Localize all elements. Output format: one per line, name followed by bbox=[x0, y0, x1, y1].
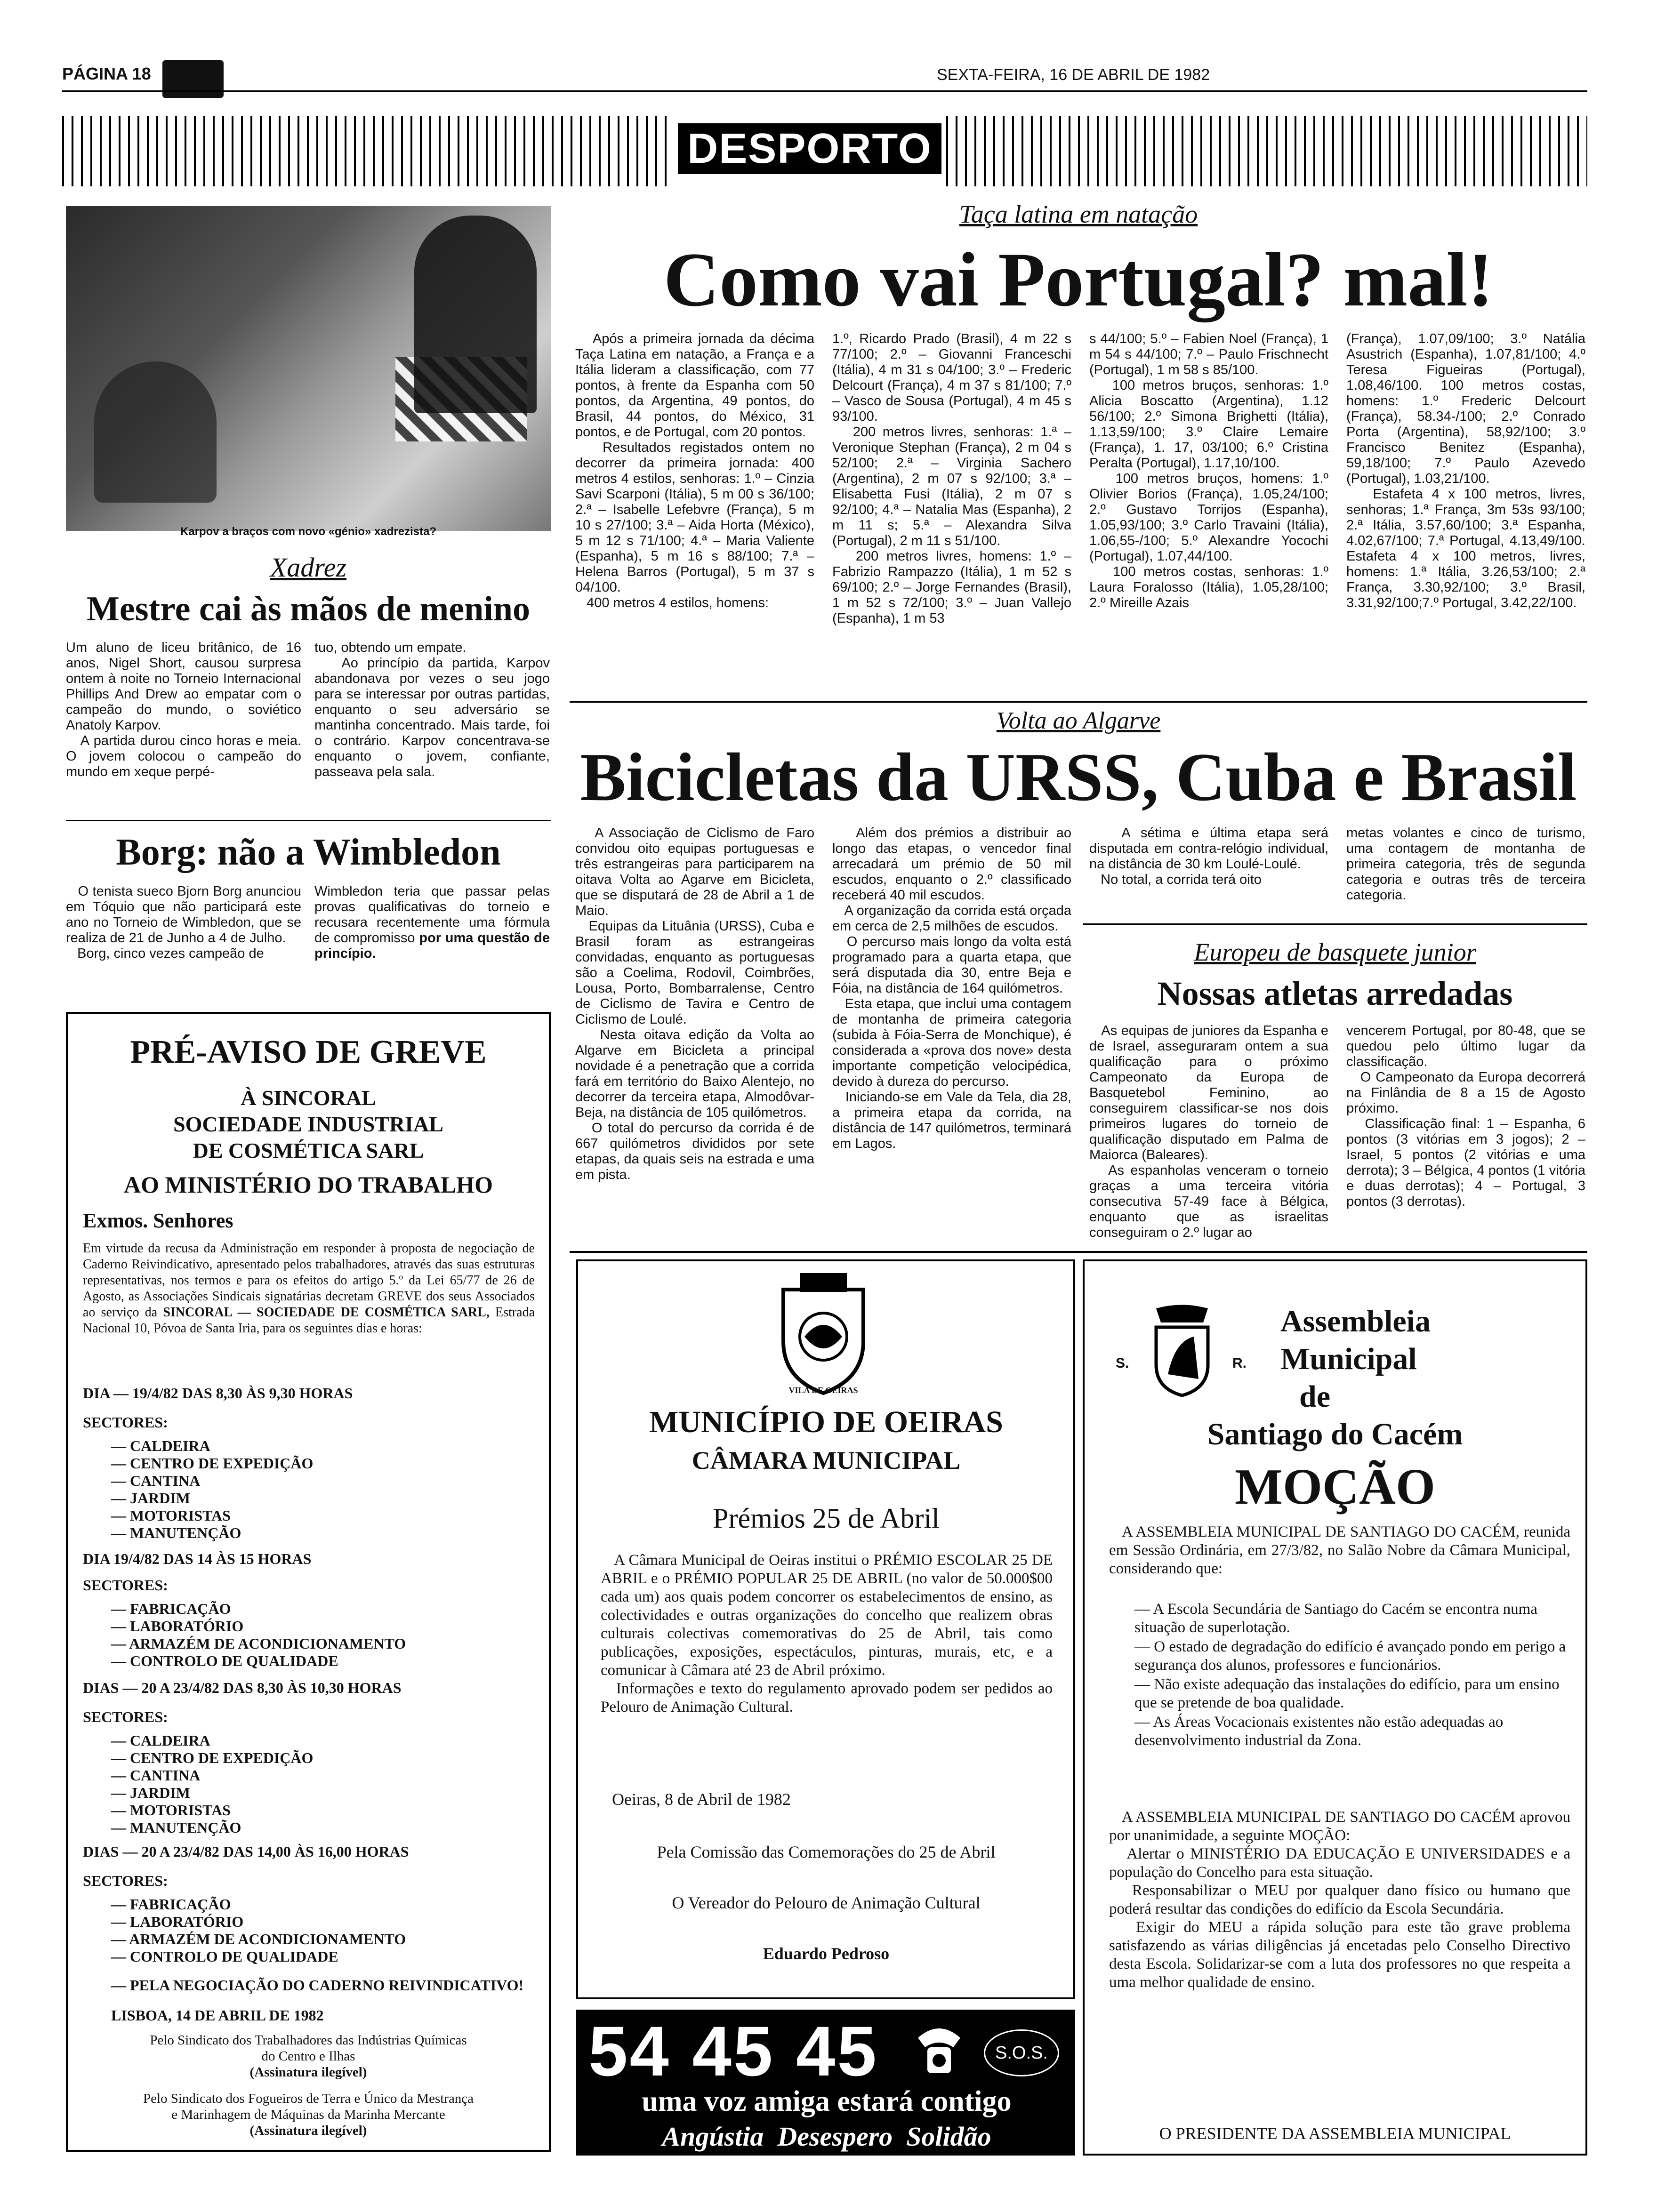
swim-col-2: 1.º, Ricardo Prado (Brasil), 4 m 22 s 77/100; 2.º – Giovanni Franceschi (Itália), 4 m 31 s 04/100; 3.º – Frederic Delcourt (França), 4 m 37 s 81/100; 7.º – Vasco de Sousa (Portugal), 4 m 45 s 93/100. 200 metros livres, senhoras: 1.ª – Veronique Stephan (França), 2 m 04 s 52/100; 2.ª – Virginia Sachero (Argentina), 2 m 07 s 92/100; 3.ª – Elisabetta Fusi (Itália), 2 m 07 s 92/100; 4.ª – Natalia Mas (Espanha), 2 m 11 s; 5.ª – Alexandra Silva (Portugal), 2 m 11 s 51/100. 200 metros livres, homens: 1.º – Fabrizio Rampazzo (Itália), 1 m 52 s 69/100; 2.º – Jorge Fernandes (Brasil), 1 m 52 s 72/100; 3.º – Juan Vallejo (Espanha), 1 m 53 bbox=[832, 331, 1072, 626]
greve-day-3: DIAS — 20 A 23/4/82 DAS 8,30 ÀS 10,30 HORAS bbox=[83, 1679, 402, 1696]
sector-item: — CALDEIRA bbox=[111, 1732, 210, 1749]
algarve-headline: Bicicletas da URSS, Cuba e Brasil bbox=[580, 739, 1577, 815]
chess-headline: Mestre cai às mãos de menino bbox=[87, 590, 530, 628]
sector-item: — CANTINA bbox=[111, 1767, 201, 1784]
lower-rule bbox=[570, 1251, 1587, 1253]
algarve-col-2: Além dos prémios a distribuir ao longo das etapas, o vencedor final arrecadará um prémio de 50 mil escudos, enquanto o 2.º classificado receberá 40 mil escudos. A organização da corrida está orçada em cerca de 2,5 milhões de escudos. O percurso mais longo da volta está programado para a quarta etapa, que será disputada dia 30, entre Beja e Fóia, na distância de 164 quilómetros. Esta etapa, que inclui uma contagem de montanha de primeira categoria (subida à Fóia-Serra de Monchique), é considerada a «prova dos nove» desta importante competição velocipédica, devido à dureza do percurso. Iniciando-se em Vale da Tela, dia 28, a primeira etapa da corrida, na distância de 147 quilómetros, terminará em Lagos. bbox=[832, 825, 1072, 1151]
greve-list-1 bbox=[111, 1437, 313, 1542]
swim-col-1: Após a primeira jornada da décima Taça Latina em natação, a França e a Itália lideram a classificação, com 77 pontos, à frente da Espanha com 50 pontos, da Argentina, 49 pontos, do Brasil, 44 pontos, do México, 31 pontos, e de Portugal, com 20 pontos. Resultados registados ontem no decorrer da primeira jornada: 400 metros 4 estilos, senhoras: 1.º – Cinzia Savi Scarponi (Itália), 5 m 00 s 36/100; 2.ª – Isabelle Lefebvre (França), 5 m 10 s 27/100; 3.ª – Aida Horta (México), 5 m 12 s 71/100; 4.ª – Maria Valiente (Espanha), 5 m 16 s 88/100; 7.ª – Helena Barros (Portugal), 5 m 37 s 04/100. 400 metros 4 estilos, homens: bbox=[575, 331, 814, 610]
greve-sectores-4: SECTORES: bbox=[83, 1872, 168, 1889]
sos-brand: S.O.S. bbox=[984, 2029, 1059, 2076]
oeiras-seal-text: VILA DE OEIRAS bbox=[788, 1386, 858, 1395]
swim-col-3: s 44/100; 5.º – Fabien Noel (França), 1 m 54 s 44/100; 7.º – Paulo Frischnecht (Portugal), 1 m 58 s 85/100. 100 metros bruços, senhoras: 1.º Alicia Boscatto (Argentina), 1.12 56/100; 2.º Simona Brighetti (Itália), 1.13,59/100; 3.º Claire Lemaire (França), 1. 17, 03/100; 6.º Cristina Peralta (Portugal), 1.17,10/100. 100 metros bruços, homens: 1.º Olivier Borios (França), 1.05,24/100; 2.º Gustavo Torrijos (Espanha), 1.05,93/100; 3.º Carlo Travaini (Itália), 1.06,55-/100; 5.º Alexandre Yocochi (Portugal), 1.07,44/100. 100 metros costas, senhoras: 1.º Laura Foralosso (Itália), 1.05,28/100; 2.º Mireille Azais bbox=[1089, 331, 1329, 610]
greve-place: LISBOA, 14 DE ABRIL DE 1982 bbox=[111, 2007, 324, 2024]
sig-line: Pelo Sindicato dos Trabalhadores das Indústrias Químicas bbox=[150, 2033, 467, 2048]
section-band-right bbox=[946, 116, 1587, 186]
cacem-sign: O PRESIDENTE DA ASSEMBLEIA MUNICIPAL bbox=[1159, 2124, 1511, 2143]
sector-item: — CONTROLO DE QUALIDADE bbox=[111, 1948, 338, 1965]
algarve-col-4: metas volantes e cinco de turismo, uma contagem de montanha de primeira categoria, três de segunda categoria e outras três de terceira categoria. bbox=[1346, 825, 1590, 903]
greve-to-2: SOCIEDADE INDUSTRIAL bbox=[173, 1112, 443, 1136]
sector-item: — CONTROLO DE QUALIDADE bbox=[111, 1652, 338, 1669]
greve-list-2 bbox=[111, 1600, 406, 1670]
greve-body-b: SINCORAL — SOCIEDADE DE COSMÉTICA SARL, bbox=[163, 1305, 490, 1320]
sig-line: (Assinatura ilegível) bbox=[249, 2123, 367, 2138]
sector-item: — CALDEIRA bbox=[111, 1437, 210, 1454]
basket-col-1: As equipas de juniores da Espanha e de Israel, asseguraram ontem a sua qualificação para o próximo Campeonato da Europa de Basquetebol Feminino, ao conseguirem classificar-se nos dois primeiros lugares do torneio de qualificação disputado em Palma de Maiorca (Baleares). As espanholas venceram o torneio graças a uma terceira vitória consecutiva 57-49 face à Bélgica, enquanto que as israelitas conseguiram o 2.º lugar ao bbox=[1089, 1023, 1329, 1240]
greve-to-4: AO MINISTÉRIO DO TRABALHO bbox=[124, 1171, 493, 1198]
cacem-point: — As Áreas Vocacionais existentes não estão adequadas ao desenvolvimento industrial da Zona. bbox=[1134, 1714, 1504, 1749]
telephone-icon bbox=[909, 2019, 970, 2080]
sector-item: — FABRICAÇÃO bbox=[111, 1896, 231, 1913]
oeiras-prize: Prémios 25 de Abril bbox=[713, 1503, 940, 1534]
section-band-left bbox=[62, 116, 674, 186]
greve-signature-1 bbox=[71, 2032, 546, 2080]
cacem-title-2: Municipal bbox=[1280, 1342, 1417, 1376]
greve-signature-2 bbox=[71, 2091, 546, 2139]
photo-caption: Karpov a braços com novo «génio» xadrezista? bbox=[180, 525, 437, 538]
greve-day-4: DIAS — 20 A 23/4/82 DAS 14,00 ÀS 16,00 HORAS bbox=[83, 1843, 409, 1860]
sos-tagline: uma voz amiga estará contigo bbox=[642, 2085, 1012, 2117]
sector-item: — ARMAZÉM DE ACONDICIONAMENTO bbox=[111, 1635, 406, 1652]
cacem-title-3: de bbox=[1299, 1379, 1330, 1414]
oeiras-body: A Câmara Municipal de Oeiras institui o PRÉMIO ESCOLAR 25 DE ABRIL e o PRÉMIO POPULAR 25 DE ABRIL (no valor de 50.000$00 cada um) aos quais podem concorrer os estabelecimentos de ensino, as colectividades e outras organizações do concelho que realizem obras culturais colectivas comemorativas do 25 de Abril, tais como publicações, exposições, espectáculos, pinturas, murais, etc, e a comunicar à Câmara até 23 de Abril próximo. Informações e texto do regulamento aprovado podem ser pedidos ao Pelouro de Animação Cultural. bbox=[601, 1552, 1053, 1715]
player-silhouette bbox=[414, 216, 537, 413]
greve-body bbox=[83, 1241, 535, 1337]
sector-item: — MANUTENÇÃO bbox=[111, 1524, 241, 1541]
algarve-kicker: Volta ao Algarve bbox=[996, 707, 1161, 734]
cacem-points bbox=[1134, 1600, 1572, 1750]
sos-words: Angústia Desespero Solidão bbox=[662, 2121, 991, 2152]
sector-item: — CENTRO DE EXPEDIÇÃO bbox=[111, 1749, 314, 1766]
basket-headline: Nossas atletas arredadas bbox=[1157, 975, 1513, 1012]
greve-to-3: DE COSMÉTICA SARL bbox=[193, 1138, 424, 1162]
oeiras-name: Eduardo Pedroso bbox=[763, 1944, 890, 1963]
sector-item: — FABRICAÇÃO bbox=[111, 1600, 231, 1617]
cacem-intro: A ASSEMBLEIA MUNICIPAL DE SANTIAGO DO CACÉM, reunida em Sessão Ordinária, em 27/3/82, no Salão Nobre da Câmara Municipal, considerando que: bbox=[1109, 1523, 1575, 1577]
karpov-photo bbox=[66, 206, 551, 531]
greve-list-4 bbox=[111, 1896, 406, 1965]
borg-col-1: O tenista sueco Bjorn Borg anunciou em Tóquio que não participará este ano no Torneio de Wimbledon, que se realiza de 21 de Junho a 4 de Julho. Borg, cinco vezes campeão de bbox=[66, 884, 302, 961]
chess-kicker: Xadrez bbox=[270, 552, 347, 583]
oeiras-seal-icon bbox=[764, 1271, 882, 1398]
oeiras-title: MUNICÍPIO DE OEIRAS bbox=[649, 1405, 1003, 1439]
sig-line: (Assinatura ilegível) bbox=[249, 2065, 367, 2080]
sector-item: — MANUTENÇÃO bbox=[111, 1819, 241, 1836]
basket-col-2: vencerem Portugal, por 80-48, que se quedou pelo último lugar da classificação. O Campeonato da Europa decorrerá na Finlândia de 8 a 15 de Agosto próximo. Classificação final: 1 – Espanha, 6 pontos (3 vitórias em 3 jogos); 2 – Israel, 5 pontos (2 vitórias e uma derrota); 3 – Bélgica, 4 pontos (1 vitória e duas derrotas); 4 – Portugal, 3 pontos (3 derrotas). bbox=[1346, 1023, 1586, 1209]
oeiras-line-2: O Vereador do Pelouro de Animação Cultural bbox=[672, 1893, 981, 1912]
swim-headline: Como vai Portugal? mal! bbox=[663, 237, 1494, 322]
greve-title: PRÉ-AVISO DE GREVE bbox=[130, 1034, 487, 1070]
basket-kicker: Europeu de basquete junior bbox=[1194, 938, 1476, 966]
greve-list-3 bbox=[111, 1732, 313, 1836]
algarve-rule bbox=[1083, 923, 1587, 925]
borg-headline: Borg: não a Wimbledon bbox=[116, 832, 501, 873]
oeiras-subtitle: CÂMARA MUNICIPAL bbox=[692, 1446, 961, 1475]
oeiras-date: Oeiras, 8 de Abril de 1982 bbox=[612, 1790, 791, 1809]
sig-line: Pelo Sindicato dos Fogueiros de Terra e Único da Mestrança bbox=[143, 2091, 474, 2106]
sector-item: — LABORATÓRIO bbox=[111, 1913, 244, 1930]
sos-phone: 54 45 45 bbox=[588, 2012, 878, 2091]
chess-rule bbox=[66, 820, 551, 821]
cacem-body: A ASSEMBLEIA MUNICIPAL DE SANTIAGO DO CACÉM aprovou por unanimidade, a seguinte MOÇÃO: Alertar o MINISTÉRIO DA EDUCAÇÃO E UNIVERSIDADES e a população do Concelho para esta situação. Responsabilizar o MEU por qualquer dano físico ou humano que poderá resultar das condições do edifício da Escola Secundária. Exigir do MEU a rápida solução para este tão grave problema satisfazendo as várias diligências já encetadas pelo Conselho Directivo desta Escola. Solidarizar-se com a luta dos professores no que respeita a uma melhor qualidade de ensino. bbox=[1109, 1809, 1571, 1991]
sector-item: — CANTINA bbox=[111, 1472, 201, 1489]
algarve-col-1: A Associação de Ciclismo de Faro convidou oito equipas portuguesas e três estrangeiras para participarem na oitava Volta ao Agarve em Bicicleta, que se disputará de 28 de Abril a 1 de Maio. Equipas da Lituânia (URSS), Cuba e Brasil foram as estrangeiras convidadas, enquanto as portuguesas são a Coelima, Rodovil, Coimbrões, Lousa, Porto, Bombarralense, Centro de Ciclismo de Tavira e Centro de Ciclismo de Loulé. Nesta oitava edição da Volta ao Algarve em Bicicleta a principal novidade é a penetração que a corrida fará em território do Baixo Alentejo, no decorrer da terceira etapa, Almodôvar-Beja, na distância de 105 quilómetros. O total do percurso da corrida é de 667 quilómetros divididos por sete etapas, da quais seis na estrada e uma em pista. bbox=[575, 825, 815, 1182]
header-rule bbox=[62, 90, 1587, 92]
section-title: DESPORTO bbox=[687, 125, 932, 172]
cacem-point: — O estado de degradação do edifício é avançado pondo em perigo a segurança dos alunos, professores e funcionários. bbox=[1134, 1638, 1566, 1674]
borg-col-2-text: Wimbledon teria que passar pelas provas qualificativas do torneio e recusara recentemente uma fórmula de compromisso bbox=[314, 884, 554, 946]
greve-day-2: DIA 19/4/82 DAS 14 ÀS 15 HORAS bbox=[83, 1550, 312, 1567]
greve-sectores-2: SECTORES: bbox=[83, 1577, 168, 1594]
cacem-seal-icon bbox=[1147, 1304, 1217, 1398]
cacem-point: — Não existe adequação das instalações do edifício, para um ensino que se pretende de boa qualidade. bbox=[1134, 1676, 1560, 1711]
oeiras-line-1: Pela Comissão das Comemorações do 25 de Abril bbox=[657, 1843, 996, 1861]
sector-item: — MOTORISTAS bbox=[111, 1802, 231, 1819]
sector-item: — LABORATÓRIO bbox=[111, 1618, 244, 1635]
sector-item: — ARMAZÉM DE ACONDICIONAMENTO bbox=[111, 1931, 406, 1948]
swim-col-4: (França), 1.07,09/100; 3.º Natália Asustrich (Espanha), 1.07,81/100; 4.º Teresa Figueiras (Portugal), 1.08,46/100. 100 metros costas, homens: 1.º Frederic Delcourt (França), 58.34-/100; 2.º Conrado Porta (Argentina), 58,92/100; 3.º Francisco Benitez (Espanha), 59,18/100; 7.º Paulo Azevedo (Portugal), 1.03,21/100. Estafeta 4 x 100 metros, livres, senhoras; 1.ª França, 3m 53s 93/100; 2.ª Itália, 3.57,60/100; 3.ª Espanha, 4.02,67/100; 7.ª Portugal, 4.13,49/100. Estafeta 4 x 100 metros, livres, homens: 1.ª Itália, 3.26,53/100; 2.ª França, 3.30,92/100; 3.º Brasil, 3.31,92/100;7.º Portugal, 3.42,22/100. bbox=[1346, 331, 1585, 610]
cacem-point: — A Escola Secundária de Santiago do Cacém se encontra numa situação de superlotação. bbox=[1134, 1601, 1537, 1636]
cacem-seal-right: R. bbox=[1232, 1355, 1247, 1371]
greve-day-1: DIA — 19/4/82 DAS 8,30 ÀS 9,30 HORAS bbox=[83, 1385, 353, 1402]
greve-sectores-1: SECTORES: bbox=[83, 1414, 168, 1431]
algarve-col-3: A sétima e última etapa será disputada em contra-relógio individual, na distância de 30 km Loulé-Loulé. No total, a corrida terá oito bbox=[1089, 825, 1328, 887]
greve-greeting: Exmos. Senhores bbox=[83, 1209, 233, 1232]
page-number: PÁGINA 18 bbox=[62, 64, 151, 83]
chess-col-2: tuo, obtendo um empate. Ao princípio da partida, Karpov abandonava por vezes o seu jogo para se interessar por outras partidas, enquanto o seu adversário se mantinha concentrado. Mais tarde, foi o contrário. Karpov concentrava-se enquanto o jovem, confiante, passeava pela sala. bbox=[314, 640, 550, 779]
cacem-motion: MOÇÃO bbox=[1235, 1459, 1435, 1515]
sector-item: — CENTRO DE EXPEDIÇÃO bbox=[111, 1455, 314, 1472]
borg-col-2 bbox=[314, 884, 554, 962]
cacem-seal-left: S. bbox=[1116, 1355, 1129, 1371]
chess-col-1: Um aluno de liceu britânico, de 16 anos, Nigel Short, causou surpresa ontem à noite no Torneio Internacional Phillips And Drew ao empatar com o campeão do mundo, o soviético Anatoly Karpov. A partida durou cinco horas e meia. O jovem colocou o campeão do mundo em xeque perpé- bbox=[66, 640, 302, 779]
swim-rule bbox=[570, 701, 1587, 703]
cacem-title-4: Santiago do Cacém bbox=[1207, 1417, 1463, 1451]
borg-col-2-bold: por uma questão de princípio. bbox=[314, 930, 554, 961]
boy-silhouette bbox=[94, 361, 217, 503]
sig-line: do Centro e Ilhas bbox=[261, 2049, 355, 2064]
sector-item: — JARDIM bbox=[111, 1490, 190, 1507]
greve-slogan: — PELA NEGOCIAÇÃO DO CADERNO REIVINDICATIVO! bbox=[111, 1977, 524, 1994]
greve-to-1: À SINCORAL bbox=[241, 1086, 376, 1110]
page-date: SEXTA-FEIRA, 16 DE ABRIL DE 1982 bbox=[937, 66, 1210, 84]
sig-line: e Marinhagem de Máquinas da Marinha Mercante bbox=[171, 2107, 445, 2122]
swim-kicker: Taça latina em natação bbox=[959, 200, 1198, 228]
greve-body-a: Em virtude da recusa da Administração em responder à proposta de negociação de Caderno Reivindicativo, apresentado pelos trabalhadores, através das suas estruturas representativas, nos termos e para os efeitos do artigo 5.º da Lei 65/77 de 26 de Agosto, as Associações Sindicais signatárias decretam GREVE dos seus Associados ao serviço da bbox=[83, 1241, 535, 1320]
greve-body-c: Estrada Nacional 10, Póvoa de Santa Iria, para os seguintes dias e horas: bbox=[83, 1305, 535, 1336]
cacem-title-1: Assembleia bbox=[1280, 1304, 1431, 1338]
greve-sectores-3: SECTORES: bbox=[83, 1708, 168, 1725]
sector-item: — MOTORISTAS bbox=[111, 1507, 231, 1524]
page-ornament bbox=[162, 60, 224, 98]
sector-item: — JARDIM bbox=[111, 1784, 190, 1801]
